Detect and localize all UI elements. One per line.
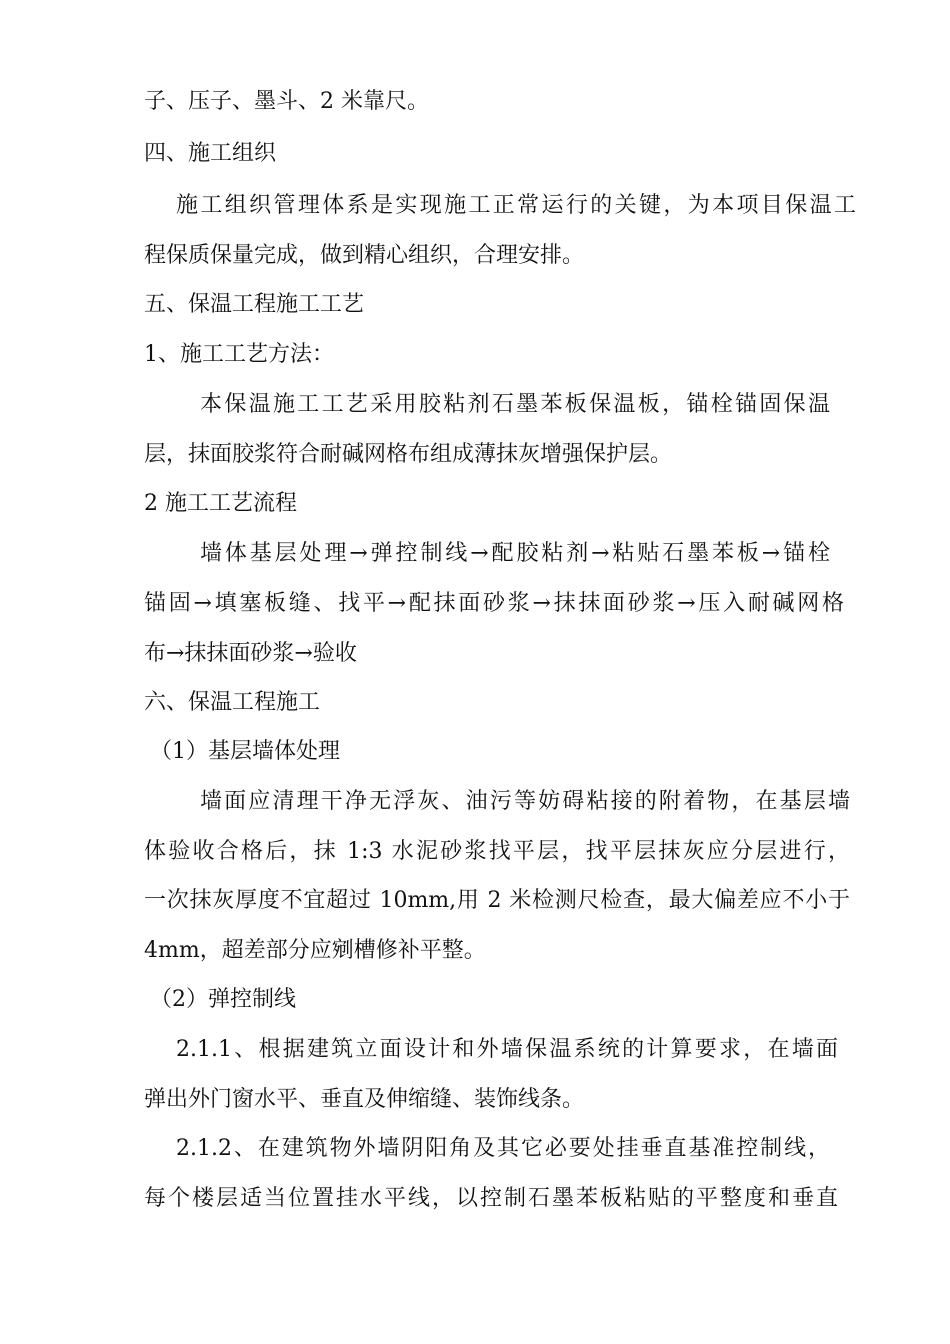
text-line-10: 墙体基层处理→弹控制线→配胶粘剂→粘贴石墨苯板→锚栓 bbox=[200, 541, 830, 566]
text-line-7: 本保温施工工艺采用胶粘剂石墨苯板保温板，锚栓锚固保温 bbox=[200, 392, 830, 417]
text-line-20: 2.1.1、根据建筑立面设计和外墙保温系统的计算要求，在墙面 bbox=[176, 1037, 838, 1062]
text-line-3: 施工组织管理体系是实现施工正常运行的关键，为本项目保温工 bbox=[176, 193, 856, 218]
text-line-12: 布→抹抹面砂浆→验收 bbox=[144, 641, 357, 666]
subheading-3: （1）基层墙体处理 bbox=[150, 739, 340, 764]
section-heading-4: 四、施工组织 bbox=[144, 141, 277, 166]
text-line-15: 墙面应清理干净无浮灰、油污等妨碍粘接的附着物，在基层墙 bbox=[200, 789, 850, 814]
text-line-16: 体验收合格后，抹 1:3 水泥砂浆找平层，找平层抹灰应分层进行， bbox=[144, 839, 850, 864]
text-line-8: 层，抹面胶浆符合耐碱网格布组成薄抹灰增强保护层。 bbox=[144, 442, 673, 467]
text-line-23: 每个楼层适当位置挂水平线，以控制石墨苯板粘贴的平整度和垂直 bbox=[144, 1186, 838, 1211]
subheading-4: （2）弹控制线 bbox=[150, 987, 296, 1012]
subheading-1: 1、施工工艺方法： bbox=[144, 342, 334, 367]
subheading-2: 2 施工工艺流程 bbox=[144, 491, 297, 516]
text-line-22: 2.1.2、在建筑物外墙阴阳角及其它必要处挂垂直基准控制线， bbox=[176, 1136, 830, 1161]
text-line-21: 弹出外门窗水平、垂直及伸缩缝、装饰线条。 bbox=[144, 1087, 585, 1112]
text-line-11: 锚固→填塞板缝、找平→配抹面砂浆→抹抹面砂浆→压入耐碱网格 bbox=[144, 591, 844, 616]
text-line-1: 子、压子、墨斗、2 米靠尺。 bbox=[144, 89, 429, 114]
section-heading-5: 五、保温工程施工工艺 bbox=[144, 292, 365, 317]
text-line-17: 一次抹灰厚度不宜超过 10mm,用 2 米检测尺检查，最大偏差应不小于 bbox=[144, 888, 850, 913]
section-heading-6: 六、保温工程施工 bbox=[144, 690, 321, 715]
text-line-18: 4mm，超差部分应剜槽修补平整。 bbox=[144, 938, 486, 963]
text-line-4: 程保质保量完成，做到精心组织，合理安排。 bbox=[144, 243, 585, 268]
